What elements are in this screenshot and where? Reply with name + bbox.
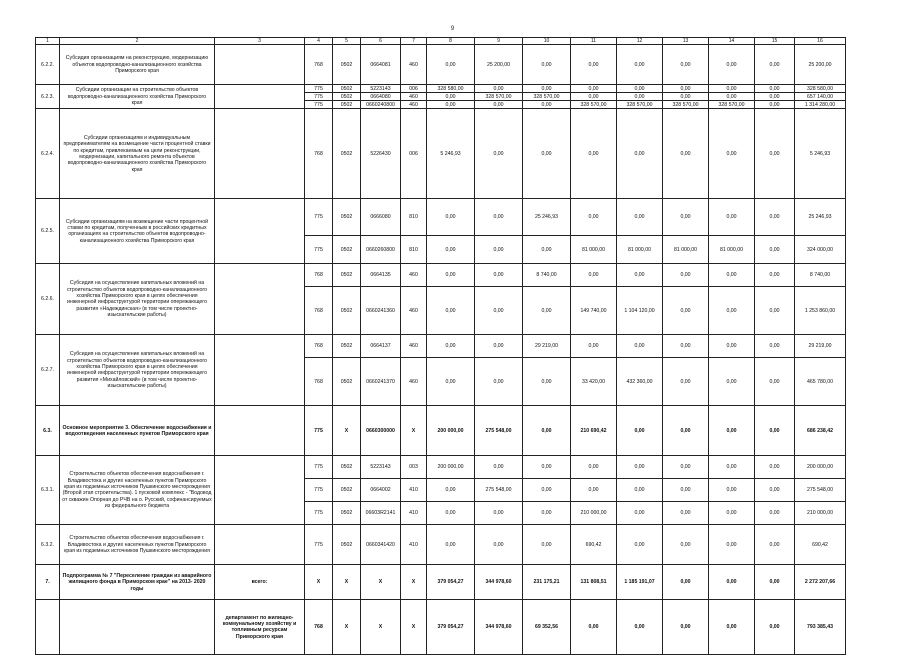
- value-cell: 0,00: [617, 85, 663, 93]
- row-number: 6.2.5.: [36, 199, 60, 264]
- value-cell: Х: [401, 600, 427, 655]
- value-cell: 003: [401, 456, 427, 479]
- value-cell: 200 000,00: [427, 406, 475, 456]
- value-cell: 0,00: [475, 456, 523, 479]
- value-cell: 657 140,00: [795, 93, 846, 101]
- value-cell: 0,00: [755, 525, 795, 565]
- table-row: [36, 335, 846, 358]
- value-cell: 0,00: [755, 199, 795, 236]
- row-number: 7.: [36, 565, 60, 600]
- row-responsible: [215, 406, 305, 456]
- value-cell: 432 360,00: [617, 358, 663, 406]
- value-cell: 328 570,00: [709, 101, 755, 109]
- value-cell: 0,00: [663, 502, 709, 525]
- value-cell: 0,00: [617, 109, 663, 199]
- row-description: Строительство объектов обеспечения водоснабжения г. Владивостока и других населенных пунктов Приморского края из подземных источников Пушкинского месторождения (Второй этап строительства). 1 пусковой комплекс - "Водовод от скважин Опорная до РЧВ на о. Русский, софинансируемых из федерального бюджета: [60, 456, 215, 525]
- value-cell: 0,00: [755, 600, 795, 655]
- value-cell: 0,00: [755, 287, 795, 335]
- value-cell: 768: [305, 264, 333, 287]
- value-cell: 0502: [333, 525, 361, 565]
- row-number: 6.3.: [36, 406, 60, 456]
- row-description: Строительство объектов обеспечения водоснабжения г. Владивостока и других населенных пунктов Приморского края из подземных источников Пушкинского месторождения: [60, 525, 215, 565]
- value-cell: 231 175,21: [523, 565, 571, 600]
- table-row: [36, 525, 846, 565]
- value-cell: 0,00: [663, 600, 709, 655]
- value-cell: 210 000,00: [571, 502, 617, 525]
- value-cell: 0,00: [571, 199, 617, 236]
- value-cell: 33 420,00: [571, 358, 617, 406]
- value-cell: 0,00: [663, 358, 709, 406]
- row-responsible: [215, 264, 305, 335]
- value-cell: 0,00: [571, 456, 617, 479]
- value-cell: 810: [401, 199, 427, 236]
- value-cell: 0,00: [427, 479, 475, 502]
- value-cell: 0,00: [475, 264, 523, 287]
- value-cell: 379 054,27: [427, 600, 475, 655]
- row-number: 6.2.3.: [36, 85, 60, 109]
- value-cell: 275 548,00: [475, 406, 523, 456]
- value-cell: 0660240800: [361, 101, 401, 109]
- value-cell: 0,00: [427, 199, 475, 236]
- value-cell: 0,00: [709, 45, 755, 85]
- value-cell: 0,00: [709, 335, 755, 358]
- value-cell: 0502: [333, 479, 361, 502]
- value-cell: 0,00: [427, 502, 475, 525]
- value-cell: 0,00: [663, 456, 709, 479]
- value-cell: 131 808,51: [571, 565, 617, 600]
- value-cell: 460: [401, 45, 427, 85]
- value-cell: 465 780,00: [795, 358, 846, 406]
- value-cell: 0502: [333, 335, 361, 358]
- row-number: [36, 600, 60, 655]
- value-cell: 0,00: [755, 236, 795, 264]
- table-row: [36, 600, 846, 655]
- header-cell: 3: [215, 38, 305, 45]
- value-cell: 0,00: [755, 85, 795, 93]
- value-cell: 410: [401, 502, 427, 525]
- value-cell: 0,00: [663, 199, 709, 236]
- row-description: Субсидия на осуществление капитальных вложений на строительство объектов водопроводно-канализационного хозяйства Приморского края в целях обеспечения инженерной инфраструктурой территории опережающего развития «Надеждинская» (в том числе проектно-изыскательские работы): [60, 264, 215, 335]
- value-cell: 0664135: [361, 264, 401, 287]
- value-cell: 275 548,00: [475, 479, 523, 502]
- value-cell: 460: [401, 93, 427, 101]
- value-cell: 768: [305, 335, 333, 358]
- value-cell: 775: [305, 93, 333, 101]
- value-cell: Х: [305, 565, 333, 600]
- value-cell: 06603R2141: [361, 502, 401, 525]
- value-cell: 0,00: [475, 502, 523, 525]
- value-cell: 8 740,00: [795, 264, 846, 287]
- value-cell: 0,00: [427, 525, 475, 565]
- value-cell: 0660241360: [361, 287, 401, 335]
- row-responsible: [215, 456, 305, 525]
- value-cell: 0,00: [523, 236, 571, 264]
- value-cell: 0,00: [523, 406, 571, 456]
- header-cell: 8: [427, 38, 475, 45]
- value-cell: Х: [361, 600, 401, 655]
- row-number: 6.2.7.: [36, 335, 60, 406]
- value-cell: 81 000,00: [571, 236, 617, 264]
- value-cell: 0,00: [663, 45, 709, 85]
- value-cell: 0,00: [475, 358, 523, 406]
- value-cell: 0664081: [361, 45, 401, 85]
- value-cell: 006: [401, 109, 427, 199]
- row-responsible: всего:: [215, 565, 305, 600]
- value-cell: 775: [305, 199, 333, 236]
- row-description: Подпрограмма № 7 "Переселение граждан из аварийного жилищного фонда в Приморском крае" на 2013- 2020 годы: [60, 565, 215, 600]
- value-cell: 0502: [333, 199, 361, 236]
- value-cell: 0,00: [617, 335, 663, 358]
- value-cell: 460: [401, 358, 427, 406]
- value-cell: 0,00: [709, 565, 755, 600]
- budget-table: [35, 37, 846, 655]
- row-number: 6.2.6.: [36, 264, 60, 335]
- value-cell: 0502: [333, 502, 361, 525]
- header-cell: 2: [60, 38, 215, 45]
- value-cell: 0,00: [523, 502, 571, 525]
- header-row: [36, 38, 846, 45]
- row-number: 6.2.2.: [36, 45, 60, 85]
- value-cell: 0,00: [571, 85, 617, 93]
- header-cell: 16: [795, 38, 846, 45]
- value-cell: 0,00: [709, 109, 755, 199]
- row-description: Субсидия организациям на реконструкцию, модернизацию объектов водопроводно-канализационного хозяйства Приморского края: [60, 45, 215, 85]
- table-row: [36, 264, 846, 287]
- value-cell: 0,00: [571, 264, 617, 287]
- value-cell: 0,00: [475, 287, 523, 335]
- value-cell: 686 238,42: [795, 406, 846, 456]
- value-cell: 200 000,00: [795, 456, 846, 479]
- value-cell: 0664080: [361, 93, 401, 101]
- header-cell: 1: [36, 38, 60, 45]
- value-cell: 0,00: [617, 199, 663, 236]
- row-description: Субсидии организациям на возмещение части процентной ставки по кредитам, полученным в российских кредитных организациях на строительство объектов водопроводно-канализационного хозяйства Приморского края: [60, 199, 215, 264]
- value-cell: 0,00: [617, 406, 663, 456]
- table-row: [36, 565, 846, 600]
- value-cell: 0,00: [709, 406, 755, 456]
- value-cell: 460: [401, 287, 427, 335]
- value-cell: 328 570,00: [475, 93, 523, 101]
- value-cell: 0,00: [523, 287, 571, 335]
- value-cell: 0,00: [755, 264, 795, 287]
- value-cell: 768: [305, 287, 333, 335]
- value-cell: 0502: [333, 456, 361, 479]
- value-cell: 775: [305, 479, 333, 502]
- row-responsible: [215, 525, 305, 565]
- value-cell: 0,00: [709, 502, 755, 525]
- value-cell: 0,00: [523, 479, 571, 502]
- table-body: [36, 38, 846, 655]
- value-cell: 0,00: [475, 335, 523, 358]
- value-cell: 0,00: [755, 358, 795, 406]
- value-cell: 0,00: [663, 479, 709, 502]
- value-cell: 410: [401, 479, 427, 502]
- value-cell: 0,00: [755, 565, 795, 600]
- value-cell: 0664137: [361, 335, 401, 358]
- header-cell: 9: [475, 38, 523, 45]
- value-cell: 0660241370: [361, 358, 401, 406]
- value-cell: 0,00: [427, 101, 475, 109]
- value-cell: 0,00: [571, 45, 617, 85]
- header-cell: 7: [401, 38, 427, 45]
- value-cell: 0502: [333, 236, 361, 264]
- value-cell: 0,00: [571, 109, 617, 199]
- value-cell: 0,00: [617, 45, 663, 85]
- value-cell: 768: [305, 600, 333, 655]
- value-cell: 775: [305, 406, 333, 456]
- value-cell: 0664002: [361, 479, 401, 502]
- row-responsible: департамент по жилищно-коммунальному хозяйству и топливным ресурсам Приморского края: [215, 600, 305, 655]
- value-cell: 775: [305, 502, 333, 525]
- value-cell: 5226430: [361, 109, 401, 199]
- value-cell: 006: [401, 85, 427, 93]
- value-cell: 0,00: [523, 109, 571, 199]
- value-cell: 0,00: [523, 525, 571, 565]
- value-cell: 0,00: [755, 45, 795, 85]
- row-responsible: [215, 335, 305, 406]
- value-cell: 210 000,00: [795, 502, 846, 525]
- value-cell: 275 548,00: [795, 479, 846, 502]
- value-cell: 0,00: [427, 358, 475, 406]
- value-cell: 810: [401, 236, 427, 264]
- row-description: [60, 600, 215, 655]
- value-cell: 0,00: [617, 93, 663, 101]
- row-description: Субсидии организациям и индивидуальным предпринимателям на возмещение части процентной ставки по кредитам, привлекаемым на цели реконструкции, модернизации, капитального ремонта объектов водопроводно-канализационного хозяйства Приморского края: [60, 109, 215, 199]
- value-cell: 0,00: [475, 85, 523, 93]
- value-cell: 25 200,00: [475, 45, 523, 85]
- value-cell: 0,00: [427, 264, 475, 287]
- value-cell: 5 246,93: [795, 109, 846, 199]
- value-cell: 0,00: [709, 358, 755, 406]
- value-cell: 0502: [333, 101, 361, 109]
- table-row: [36, 85, 846, 93]
- value-cell: 0502: [333, 264, 361, 287]
- value-cell: 0,00: [755, 101, 795, 109]
- value-cell: 0,00: [663, 109, 709, 199]
- value-cell: 775: [305, 85, 333, 93]
- value-cell: Х: [333, 406, 361, 456]
- value-cell: 0,00: [523, 85, 571, 93]
- table-row: [36, 45, 846, 85]
- value-cell: 0,00: [617, 502, 663, 525]
- value-cell: 0660260800: [361, 236, 401, 264]
- value-cell: 0502: [333, 287, 361, 335]
- row-responsible: [215, 45, 305, 85]
- value-cell: 344 978,60: [475, 565, 523, 600]
- value-cell: Х: [401, 406, 427, 456]
- value-cell: 25 246,93: [523, 199, 571, 236]
- value-cell: 0,00: [427, 236, 475, 264]
- value-cell: 0,00: [475, 236, 523, 264]
- value-cell: 0,00: [427, 287, 475, 335]
- value-cell: 0,00: [617, 525, 663, 565]
- value-cell: 0,00: [755, 93, 795, 101]
- value-cell: 0,00: [475, 525, 523, 565]
- value-cell: 0,00: [709, 93, 755, 101]
- value-cell: 0,00: [709, 600, 755, 655]
- value-cell: 0,00: [709, 199, 755, 236]
- value-cell: 775: [305, 525, 333, 565]
- value-cell: 1 104 120,00: [617, 287, 663, 335]
- value-cell: 149 740,00: [571, 287, 617, 335]
- header-cell: 13: [663, 38, 709, 45]
- value-cell: 793 385,43: [795, 600, 846, 655]
- value-cell: 0,00: [571, 600, 617, 655]
- value-cell: 328 570,00: [523, 93, 571, 101]
- value-cell: 775: [305, 101, 333, 109]
- value-cell: Х: [401, 565, 427, 600]
- value-cell: 81 000,00: [709, 236, 755, 264]
- value-cell: 379 054,27: [427, 565, 475, 600]
- value-cell: 0,00: [523, 45, 571, 85]
- value-cell: 768: [305, 45, 333, 85]
- value-cell: 200 000,00: [427, 456, 475, 479]
- value-cell: 324 000,00: [795, 236, 846, 264]
- value-cell: 25 246,93: [795, 199, 846, 236]
- value-cell: 0,00: [571, 335, 617, 358]
- value-cell: 775: [305, 456, 333, 479]
- value-cell: 0,00: [663, 335, 709, 358]
- value-cell: 690,42: [571, 525, 617, 565]
- value-cell: 0,00: [475, 101, 523, 109]
- table-row: [36, 199, 846, 236]
- header-cell: 6: [361, 38, 401, 45]
- value-cell: Х: [333, 600, 361, 655]
- value-cell: 0,00: [617, 600, 663, 655]
- value-cell: 0,00: [709, 85, 755, 93]
- table-row: [36, 406, 846, 456]
- row-responsible: [215, 85, 305, 109]
- value-cell: 0,00: [617, 479, 663, 502]
- value-cell: 0,00: [617, 456, 663, 479]
- header-cell: 12: [617, 38, 663, 45]
- row-number: 6.3.1.: [36, 456, 60, 525]
- value-cell: 460: [401, 335, 427, 358]
- table-row: [36, 109, 846, 199]
- value-cell: 328 570,00: [663, 101, 709, 109]
- value-cell: 328 580,00: [427, 85, 475, 93]
- value-cell: 1 314 280,00: [795, 101, 846, 109]
- value-cell: 775: [305, 236, 333, 264]
- value-cell: 0502: [333, 85, 361, 93]
- header-cell: 5: [333, 38, 361, 45]
- header-cell: 4: [305, 38, 333, 45]
- row-description: Субсидии организации на строительство объектов водопроводно-канализационного хозяйства Приморского края: [60, 85, 215, 109]
- row-number: 6.2.4.: [36, 109, 60, 199]
- value-cell: 0,00: [709, 456, 755, 479]
- row-description: Субсидия на осуществление капитальных вложений на строительство объектов водопроводно-канализационного хозяйства Приморского края в целях обеспечения инженерной инфраструктурой территории опережающего развития «Михайловский» (в том числе проектно-изыскательские работы): [60, 335, 215, 406]
- row-responsible: [215, 109, 305, 199]
- value-cell: 344 978,60: [475, 600, 523, 655]
- value-cell: 0,00: [755, 335, 795, 358]
- value-cell: 0502: [333, 45, 361, 85]
- value-cell: 25 200,00: [795, 45, 846, 85]
- value-cell: 29 219,00: [523, 335, 571, 358]
- value-cell: 328 570,00: [571, 101, 617, 109]
- value-cell: 0,00: [709, 264, 755, 287]
- value-cell: 0,00: [663, 565, 709, 600]
- value-cell: 29 219,00: [795, 335, 846, 358]
- value-cell: Х: [361, 565, 401, 600]
- header-cell: 14: [709, 38, 755, 45]
- header-cell: 10: [523, 38, 571, 45]
- value-cell: 0,00: [617, 264, 663, 287]
- value-cell: 0,00: [709, 479, 755, 502]
- value-cell: 0,00: [523, 456, 571, 479]
- value-cell: 0,00: [475, 109, 523, 199]
- row-number: 6.3.2.: [36, 525, 60, 565]
- value-cell: 210 690,42: [571, 406, 617, 456]
- value-cell: 0,00: [709, 287, 755, 335]
- page-number: 9: [450, 26, 455, 32]
- value-cell: 0,00: [475, 199, 523, 236]
- value-cell: 81 000,00: [617, 236, 663, 264]
- value-cell: 0,00: [427, 335, 475, 358]
- value-cell: 0,00: [663, 525, 709, 565]
- value-cell: 2 272 207,66: [795, 565, 846, 600]
- value-cell: 0,00: [755, 406, 795, 456]
- value-cell: 0,00: [755, 456, 795, 479]
- value-cell: 0502: [333, 93, 361, 101]
- value-cell: 0502: [333, 109, 361, 199]
- value-cell: 5223143: [361, 85, 401, 93]
- value-cell: 0,00: [523, 358, 571, 406]
- value-cell: 460: [401, 264, 427, 287]
- value-cell: 410: [401, 525, 427, 565]
- value-cell: 0502: [333, 358, 361, 406]
- value-cell: 328 580,00: [795, 85, 846, 93]
- value-cell: 0,00: [755, 502, 795, 525]
- value-cell: 690,42: [795, 525, 846, 565]
- value-cell: 768: [305, 358, 333, 406]
- value-cell: 0660341420: [361, 525, 401, 565]
- value-cell: 0,00: [663, 93, 709, 101]
- value-cell: 69 352,56: [523, 600, 571, 655]
- value-cell: 0,00: [571, 479, 617, 502]
- value-cell: 5223143: [361, 456, 401, 479]
- value-cell: 0,00: [427, 93, 475, 101]
- value-cell: 460: [401, 101, 427, 109]
- table-row: [36, 456, 846, 479]
- row-responsible: [215, 199, 305, 264]
- value-cell: 328 570,00: [617, 101, 663, 109]
- value-cell: 0,00: [663, 287, 709, 335]
- value-cell: 0,00: [663, 85, 709, 93]
- value-cell: 0,00: [663, 406, 709, 456]
- value-cell: 0,00: [427, 45, 475, 85]
- header-cell: 11: [571, 38, 617, 45]
- value-cell: 0,00: [571, 93, 617, 101]
- value-cell: 0,00: [523, 101, 571, 109]
- value-cell: 8 740,00: [523, 264, 571, 287]
- header-cell: 15: [755, 38, 795, 45]
- value-cell: Х: [333, 565, 361, 600]
- value-cell: 0666080: [361, 199, 401, 236]
- value-cell: 5 246,93: [427, 109, 475, 199]
- value-cell: 0,00: [755, 479, 795, 502]
- row-description: Основное мероприятие 3. Обеспечение водоснабжения и водоотведения населенных пунктов Приморского края: [60, 406, 215, 456]
- value-cell: 0,00: [709, 525, 755, 565]
- value-cell: 0660300000: [361, 406, 401, 456]
- value-cell: 1 253 860,00: [795, 287, 846, 335]
- value-cell: 0,00: [755, 109, 795, 199]
- value-cell: 81 000,00: [663, 236, 709, 264]
- value-cell: 768: [305, 109, 333, 199]
- value-cell: 1 185 191,07: [617, 565, 663, 600]
- value-cell: 0,00: [663, 264, 709, 287]
